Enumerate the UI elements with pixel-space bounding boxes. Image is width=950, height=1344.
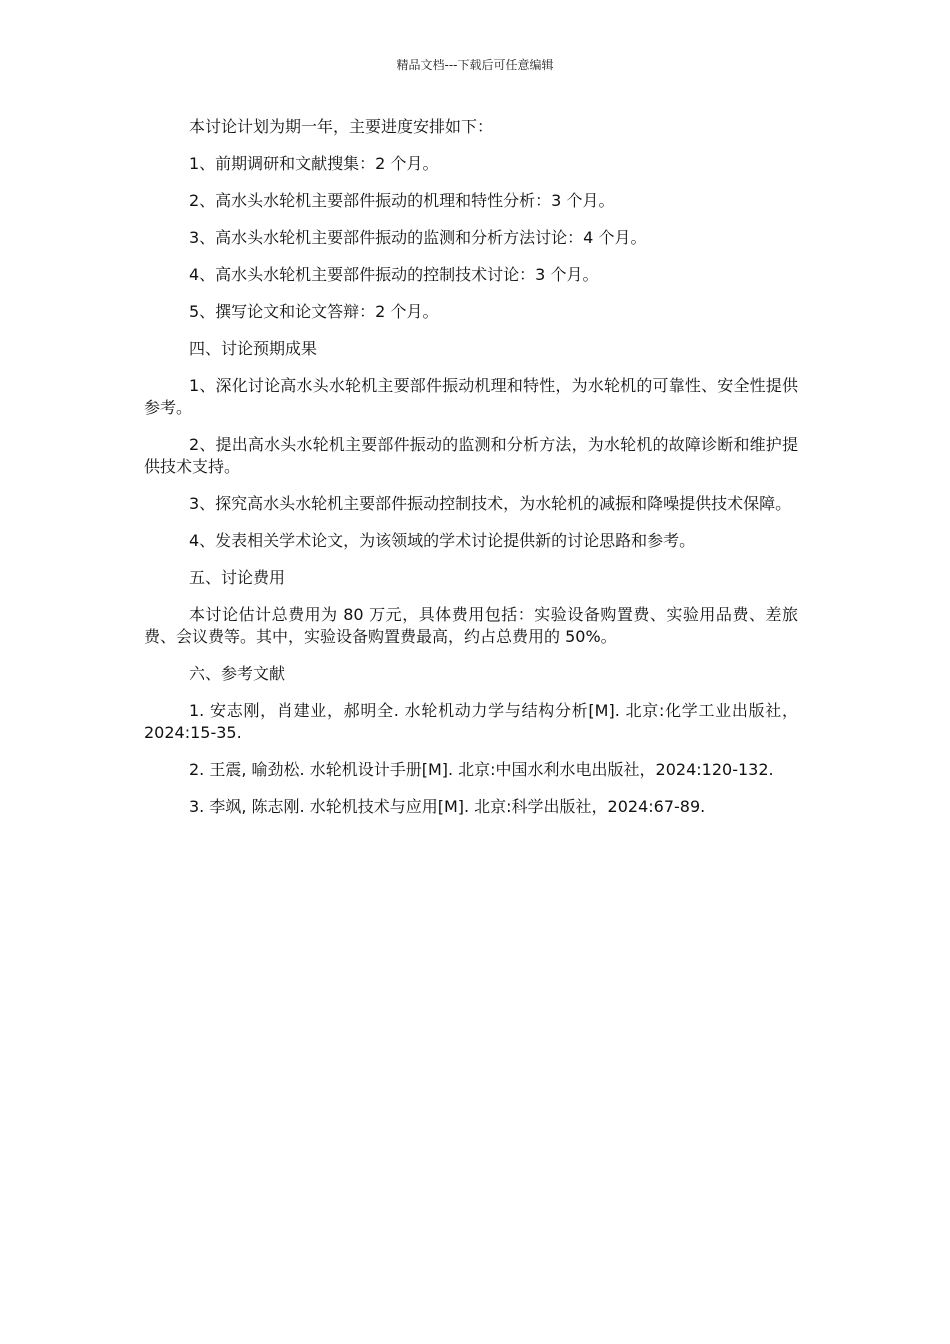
expected-result-2: 2、提出高水头水轮机主要部件振动的监测和分析方法，为水轮机的故障诊断和维护提供技术支持。: [144, 435, 798, 476]
page-header: 精品文档---下载后可任意编辑: [396, 58, 554, 72]
document-body: [144, 116, 798, 833]
section-heading-expected-results: 四、讨论预期成果: [189, 339, 318, 358]
section-heading-references: 六、参考文献: [189, 664, 286, 683]
section-heading-costs: 五、讨论费用: [189, 568, 286, 587]
schedule-item-4: 4、高水头水轮机主要部件振动的控制技术讨论：3 个月。: [189, 265, 599, 284]
reference-2: 2. 王震, 喻劲松. 水轮机设计手册[M]. 北京:中国水利水电出版社，2024:120-132.: [189, 760, 774, 779]
expected-result-4: 4、发表相关学术论文，为该领域的学术讨论提供新的讨论思路和参考。: [189, 531, 696, 550]
expected-result-3: 3、探究高水头水轮机主要部件振动控制技术，为水轮机的减振和降噪提供技术保障。: [189, 494, 792, 513]
schedule-item-3: 3、高水头水轮机主要部件振动的监测和分析方法讨论：4 个月。: [189, 228, 647, 247]
schedule-item-2: 2、高水头水轮机主要部件振动的机理和特性分析：3 个月。: [189, 191, 615, 210]
reference-3: 3. 李飒, 陈志刚. 水轮机技术与应用[M]. 北京:科学出版社，2024:67-89.: [189, 797, 706, 816]
expected-result-1: 1、深化讨论高水头水轮机主要部件振动机理和特性，为水轮机的可靠性、安全性提供参考。: [144, 376, 798, 417]
schedule-intro: 本讨论计划为期一年，主要进度安排如下：: [189, 117, 494, 136]
costs-paragraph: 本讨论估计总费用为 80 万元，具体费用包括：实验设备购置费、实验用品费、差旅费、会议费等。其中，实验设备购置费最高，约占总费用的 50%。: [144, 605, 798, 646]
schedule-item-5: 5、撰写论文和论文答辩：2 个月。: [189, 302, 439, 321]
schedule-item-1: 1、前期调研和文献搜集：2 个月。: [189, 154, 439, 173]
reference-1: 1. 安志刚，肖建业，郝明全. 水轮机动力学与结构分析[M]. 北京:化学工业出版社，2024:15-35.: [144, 701, 798, 742]
